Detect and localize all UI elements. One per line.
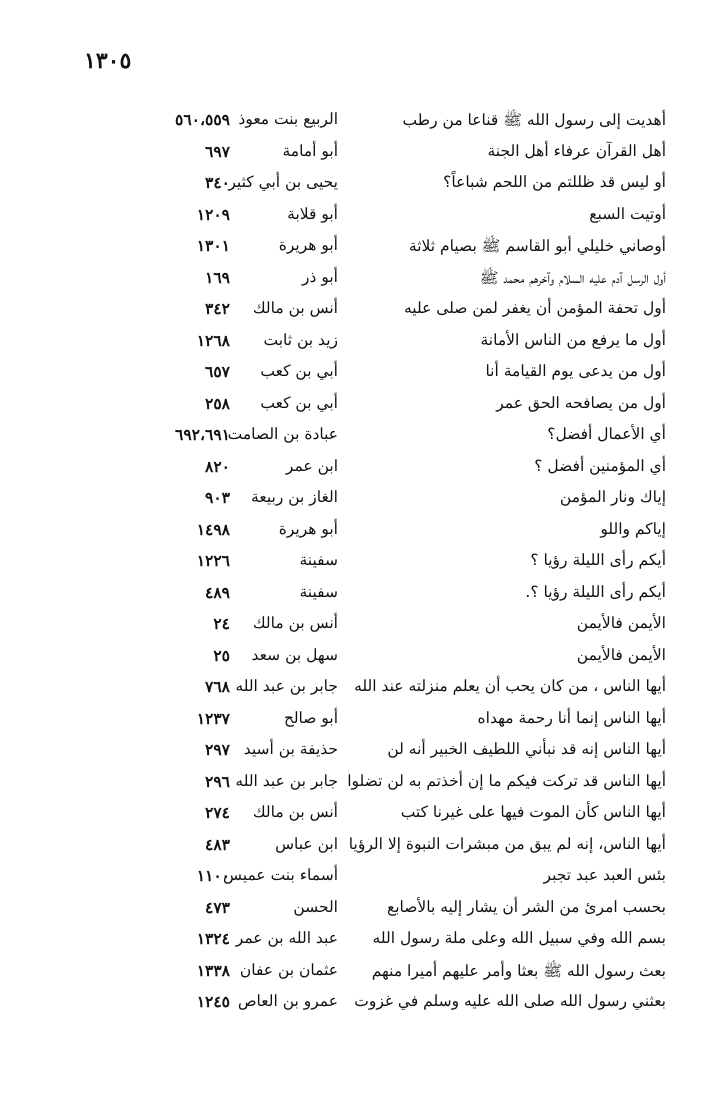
index-entry (0, 896, 718, 928)
narrator-name: أبي بن كعب (260, 362, 338, 380)
index-entry (0, 990, 718, 1022)
hadith-text: أول من يدعى يوم القيامة أنا (485, 362, 666, 380)
index-entry (0, 297, 718, 329)
hadith-text: أيها الناس كأن الموت فيها على غيرنا كتب (400, 803, 666, 821)
narrator-name: الغاز بن ربيعة (251, 488, 338, 506)
narrator-name: سفينة (299, 551, 338, 569)
index-entry (0, 423, 718, 455)
narrator-name: عثمان بن عفان (239, 960, 338, 979)
hadith-number: ٨٢٠ (205, 456, 230, 476)
hadith-number: ٢٧٤ (205, 803, 230, 822)
index-entry (0, 171, 718, 203)
index-entry (0, 234, 718, 266)
hadith-number: ١٢٤٥ (196, 992, 230, 1011)
hadith-number: ٤٨٩ (205, 582, 230, 602)
narrator-name: سهل بن سعد (251, 645, 338, 664)
hadith-text: أو ليس قد ظللتم من اللحم شباعاً؟ (443, 173, 666, 191)
hadith-number: ١٢٣٧ (196, 708, 230, 728)
hadith-text: أول من يصافحه الحق عمر (496, 393, 666, 412)
hadith-text: إياك ونار المؤمن (559, 488, 666, 506)
hadith-text: أول الرسل آدم عليه السلام وآخرهم محمد ﷺ (479, 268, 666, 287)
index-entry (0, 959, 718, 991)
narrator-name: أبو هريرة (278, 519, 338, 538)
hadith-text: أوصاني خليلي أبو القاسم ﷺ بصيام ثلاثة (408, 237, 666, 255)
narrator-name: ابن عباس (275, 834, 338, 853)
index-entry (0, 486, 718, 518)
narrator-name: يحيى بن أبي كثير (228, 173, 338, 191)
hadith-text: بعث رسول الله ﷺ بعثا وأمر عليهم أميرا منهم (371, 961, 666, 980)
index-entry (0, 612, 718, 644)
hadith-number: ٢٩٧ (205, 740, 230, 759)
hadith-number: ٩٠٣ (205, 488, 230, 507)
hadith-number: ١٣٢٤ (196, 929, 230, 948)
hadith-number: ٢٥٨ (205, 393, 230, 413)
index-entry (0, 108, 718, 140)
hadith-text: أوتيت السبع (589, 204, 666, 223)
index-entry (0, 360, 718, 392)
hadith-number: ٥٦٠،٥٥٩ (175, 110, 230, 129)
hadith-number: ٢٩٦ (205, 771, 230, 791)
index-entry (0, 203, 718, 235)
narrator-name: عبادة بن الصامت (227, 425, 338, 443)
index-entry (0, 266, 718, 298)
narrator-name: أنس بن مالك (252, 299, 338, 317)
narrator-name: أبو أمامة (282, 141, 338, 160)
index-entry (0, 864, 718, 896)
hadith-text: بسم الله وفي سبيل الله وعلى ملة رسول الله (372, 929, 666, 947)
hadith-text: أيها الناس قد تركت فيكم ما إن أخذتم به لن تضلوا (347, 771, 666, 790)
hadith-number: ٢٥ (213, 645, 230, 665)
hadith-text: أي الأعمال أفضل؟ (547, 425, 666, 443)
narrator-name: أبي بن كعب (260, 393, 338, 412)
narrator-name: زيد بن ثابت (263, 330, 338, 349)
hadith-text: أيكم رأى الليلة رؤيا ؟. (525, 582, 666, 601)
hadith-text: أهل القرآن عرفاء أهل الجنة (487, 141, 666, 160)
hadith-text: أهديت إلى رسول الله ﷺ قناعا من رطب (402, 111, 666, 129)
narrator-name: أبو قلابة (287, 204, 338, 223)
index-entry (0, 801, 718, 833)
narrator-name: عبد الله بن عمر (235, 929, 338, 947)
hadith-number: ١٢٠٩ (196, 204, 230, 224)
narrator-name: أبو هريرة (278, 236, 338, 254)
hadith-number: ٤٧٣ (205, 897, 230, 917)
hadith-number: ٦٩٢،٦٩١ (175, 425, 230, 444)
hadith-text: أيها الناس ، من كان يحب أن يعلم منزلته عند الله (354, 677, 666, 695)
index-entry (0, 770, 718, 802)
index-entry (0, 455, 718, 487)
index-entry (0, 549, 718, 581)
narrator-name: أنس بن مالك (252, 614, 338, 632)
hadith-text: بعثني رسول الله صلى الله عليه وسلم في غزوت (354, 992, 666, 1010)
index-entry (0, 927, 718, 959)
hadith-text: الأيمن فالأيمن (576, 645, 666, 664)
hadith-text: أيها الناس إنما أنا رحمة مهداه (477, 708, 666, 727)
narrator-name: حذيفة بن أسيد (243, 740, 338, 758)
narrator-name: ابن عمر (285, 456, 338, 475)
index-entry (0, 644, 718, 676)
hadith-text: أول تحفة المؤمن أن يغفر لمن صلى عليه (403, 299, 666, 317)
hadith-text: بئس العبد عبد تجبر (543, 866, 666, 884)
hadith-text: أي المؤمنين أفضل ؟ (534, 456, 666, 475)
hadith-text: الأيمن فالأيمن (576, 614, 666, 632)
narrator-name: جابر بن عبد الله (235, 771, 338, 790)
hadith-text: أول ما يرفع من الناس الأمانة (480, 330, 666, 349)
narrator-name: الحسن (293, 897, 338, 916)
narrator-name: أنس بن مالك (252, 803, 338, 821)
index-entry (0, 329, 718, 361)
hadith-number: ١٣٣٨ (196, 960, 230, 980)
narrator-name: أبو ذر (302, 267, 338, 286)
narrator-name: الربيع بنت معوذ (238, 110, 338, 128)
page-number: ١٣٠٥ (84, 48, 132, 74)
index-entry (0, 581, 718, 613)
index-entry (0, 140, 718, 172)
index-entry (0, 738, 718, 770)
hadith-text: بحسب امرئ من الشر أن يشار إليه بالأصابع (386, 897, 666, 916)
hadith-number: ٤٨٣ (205, 834, 230, 854)
narrator-name: سفينة (299, 582, 338, 601)
narrator-name: أسماء بنت عميس (223, 866, 338, 884)
hadith-text: إياكم واللو (600, 519, 666, 538)
index-entry (0, 518, 718, 550)
hadith-number: ٦٥٧ (205, 362, 230, 381)
narrator-name: أبو صالح (283, 708, 338, 727)
hadith-text: أيكم رأى الليلة رؤيا ؟ (530, 551, 666, 569)
hadith-number: ١٢٢٦ (196, 551, 230, 570)
index-entry (0, 833, 718, 865)
hadith-number: ١٣٠١ (196, 236, 230, 255)
hadith-number: ٣٤٠ (205, 173, 230, 192)
hadith-number: ٢٤ (213, 614, 230, 633)
narrator-name: جابر بن عبد الله (235, 677, 338, 695)
hadith-text: أيها الناس، إنه لم يبق من مبشرات النبوة إلا الرؤيا (348, 834, 666, 853)
hadith-number: ٦٩٧ (205, 141, 230, 161)
hadith-number: ١٢٦٨ (196, 330, 230, 350)
index-entry (0, 675, 718, 707)
hadith-number: ١٤٩٨ (196, 519, 230, 539)
index-entry (0, 707, 718, 739)
narrator-name: عمرو بن العاص (237, 992, 338, 1010)
hadith-number: ٣٤٢ (205, 299, 230, 318)
index-entry (0, 392, 718, 424)
hadith-text: أيها الناس إنه قد نبأني اللطيف الخبير أنه لن (387, 740, 666, 758)
hadith-number: ١١٠٠ (196, 866, 230, 885)
hadith-number: ٧٦٨ (205, 677, 230, 696)
hadith-index-list (0, 108, 718, 1022)
hadith-number: ١٦٩ (205, 267, 230, 287)
